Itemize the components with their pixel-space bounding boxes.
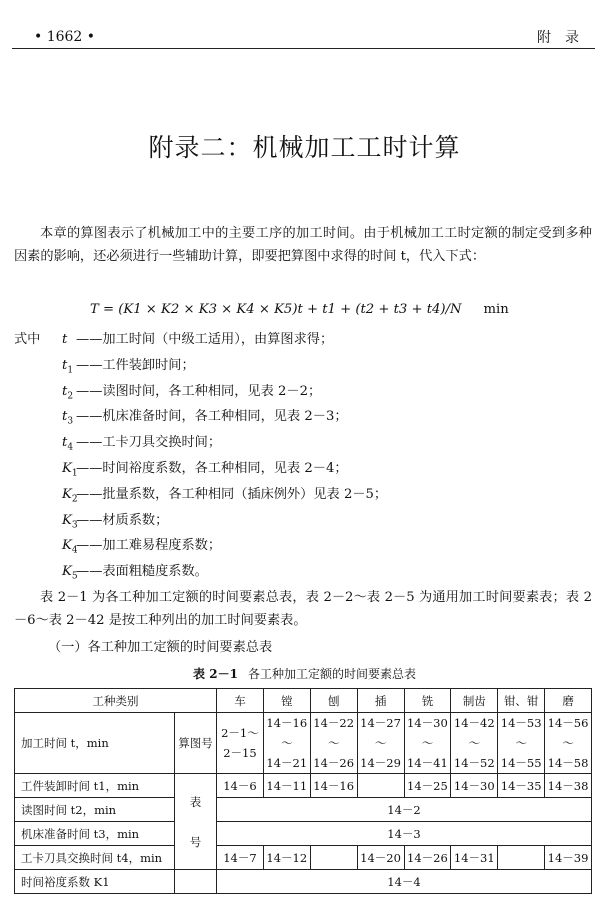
table-row: [15, 846, 592, 870]
summary-paragraph: 表 2－1 为各工种加工定额的时间要素总表，表 2－2～表 2－5 为通用加工时间要素表；表 2－6～表 2－42 是按工种列出的加工时间要素表。: [14, 590, 592, 628]
row-label: 机床准备时间 t3，min: [15, 822, 175, 846]
where-label: 式中: [14, 332, 41, 347]
table-cell: 14－27～ 14－29: [357, 713, 404, 774]
table-cell: 14－11: [263, 774, 310, 798]
table-cell: 14－16～ 14－21: [263, 713, 310, 774]
definition-text: ——加工时间（中级工适用），由算图求得；: [76, 332, 334, 347]
page-number: • 1662 •: [34, 29, 96, 45]
formula-unit: min: [483, 302, 509, 317]
table-cell: 14－12: [263, 846, 310, 870]
page-header: [12, 24, 595, 49]
definition-text: ——机床准备时间，各工种相同，见表 2－3；: [76, 409, 348, 425]
definition-symbol: $t_4$: [62, 435, 74, 453]
page-title: 附录二：机械加工工时计算: [148, 133, 461, 162]
trade-header: 制齿: [451, 689, 498, 713]
table-cell: 14－6: [217, 774, 264, 798]
row-label: 工件装卸时间 t1，min: [15, 774, 175, 798]
definition-symbol: $t_3$: [62, 409, 74, 428]
definition-text: ——读图时间，各工种相同，见表 2－2；: [76, 383, 322, 399]
definition-text: ——材质系数；: [76, 512, 169, 528]
definition-symbol: $t_2$: [62, 383, 74, 402]
definition-text: ——工卡刀具交换时间；: [76, 435, 222, 451]
table-number: 表 2－1: [193, 667, 238, 681]
trade-header: 刨: [310, 689, 357, 713]
table-number-vertical-label: 表 号: [175, 774, 217, 870]
table-row: [15, 822, 592, 846]
trade-header: 钳、钳: [498, 689, 545, 713]
row-label: 时间裕度系数 K1: [15, 870, 175, 894]
table-cell: 14－42～ 14－52: [451, 713, 498, 774]
table-cell: [175, 870, 217, 894]
row-label: 工卡刀具交换时间 t4，min: [15, 846, 175, 870]
definition-symbol: $K_1$: [62, 460, 78, 479]
table-cell: 14－39: [545, 846, 592, 870]
definition-text: ——加工难易程度系数；: [76, 538, 222, 554]
definition-text: ——表面粗糙度系数。: [76, 564, 208, 580]
formula-expression: T = (K1 × K2 × K3 × K4 × K5)t + t1 + (t2 + t3 + t4)/N: [90, 302, 462, 317]
trade-header: 镗: [263, 689, 310, 713]
table-cell: 14－22～ 14－26: [310, 713, 357, 774]
row-label: 加工时间 t，min: [15, 713, 175, 774]
table-cell: 14－4: [217, 870, 592, 894]
table-header-row: [15, 689, 592, 713]
table-cell: 14－20: [357, 846, 404, 870]
table-cell: 14－2: [217, 798, 592, 822]
table-cell: 14－3: [217, 822, 592, 846]
table-cell: 14－31: [451, 846, 498, 870]
table-cell: [498, 846, 545, 870]
trade-header: 车: [217, 689, 264, 713]
definition-symbol: $K_5$: [62, 564, 78, 582]
table-cell: 14－25: [404, 774, 451, 798]
definition-symbol: $K_2$: [62, 486, 78, 505]
time-elements-table: [14, 688, 592, 894]
definition-text: ——时间裕度系数，各工种相同，见表 2－4；: [76, 460, 348, 476]
definition-text: ——批量系数，各工种相同（插床例外）见表 2－5；: [76, 486, 388, 502]
table-cell: 14－7: [217, 846, 264, 870]
table-row: [15, 798, 592, 822]
table-cell: 14－56～ 14－58: [545, 713, 592, 774]
table-cell: 14－35: [498, 774, 545, 798]
table-cell: [357, 774, 404, 798]
table-cell: [310, 846, 357, 870]
time-formula: [90, 302, 509, 317]
trade-header: 铣: [404, 689, 451, 713]
table-cell: 2－1～ 2－15: [217, 713, 264, 774]
table-cell: 14－38: [545, 774, 592, 798]
table-title: 各工种加工定额的时间要素总表: [247, 667, 416, 681]
table-row: [15, 774, 592, 798]
definition-symbol: $K_4$: [62, 538, 78, 557]
col-header-trade: 工种类别: [15, 689, 217, 713]
trade-header: 插: [357, 689, 404, 713]
table-row: [15, 713, 592, 774]
table-cell: 14－16: [310, 774, 357, 798]
table-caption: [0, 665, 609, 682]
table-cell: 14－30～ 14－41: [404, 713, 451, 774]
chart-number-label: 算图号: [175, 713, 217, 774]
intro-paragraph: 本章的算图表示了机械加工中的主要工序的加工时间。由于机械加工工时定额的制定受到多种因素的影响，还必须进行一些辅助计算，即要把算图中求得的时间 t，代入下式：: [14, 226, 592, 264]
definition-symbol: $K_3$: [62, 512, 78, 531]
section-name: 附录: [537, 30, 593, 46]
row-label: 读图时间 t2，min: [15, 798, 175, 822]
definition-symbol: t: [62, 332, 68, 347]
table-cell: 14－26: [404, 846, 451, 870]
definition-symbol: $t_1$: [62, 357, 74, 376]
trade-header: 磨: [545, 689, 592, 713]
table-cell: 14－53～ 14－55: [498, 713, 545, 774]
table-cell: 14－30: [451, 774, 498, 798]
table-row: [15, 870, 592, 894]
definition-text: ——工件装卸时间；: [76, 357, 195, 373]
subheading: （一）各工种加工定额的时间要素总表: [48, 640, 273, 655]
